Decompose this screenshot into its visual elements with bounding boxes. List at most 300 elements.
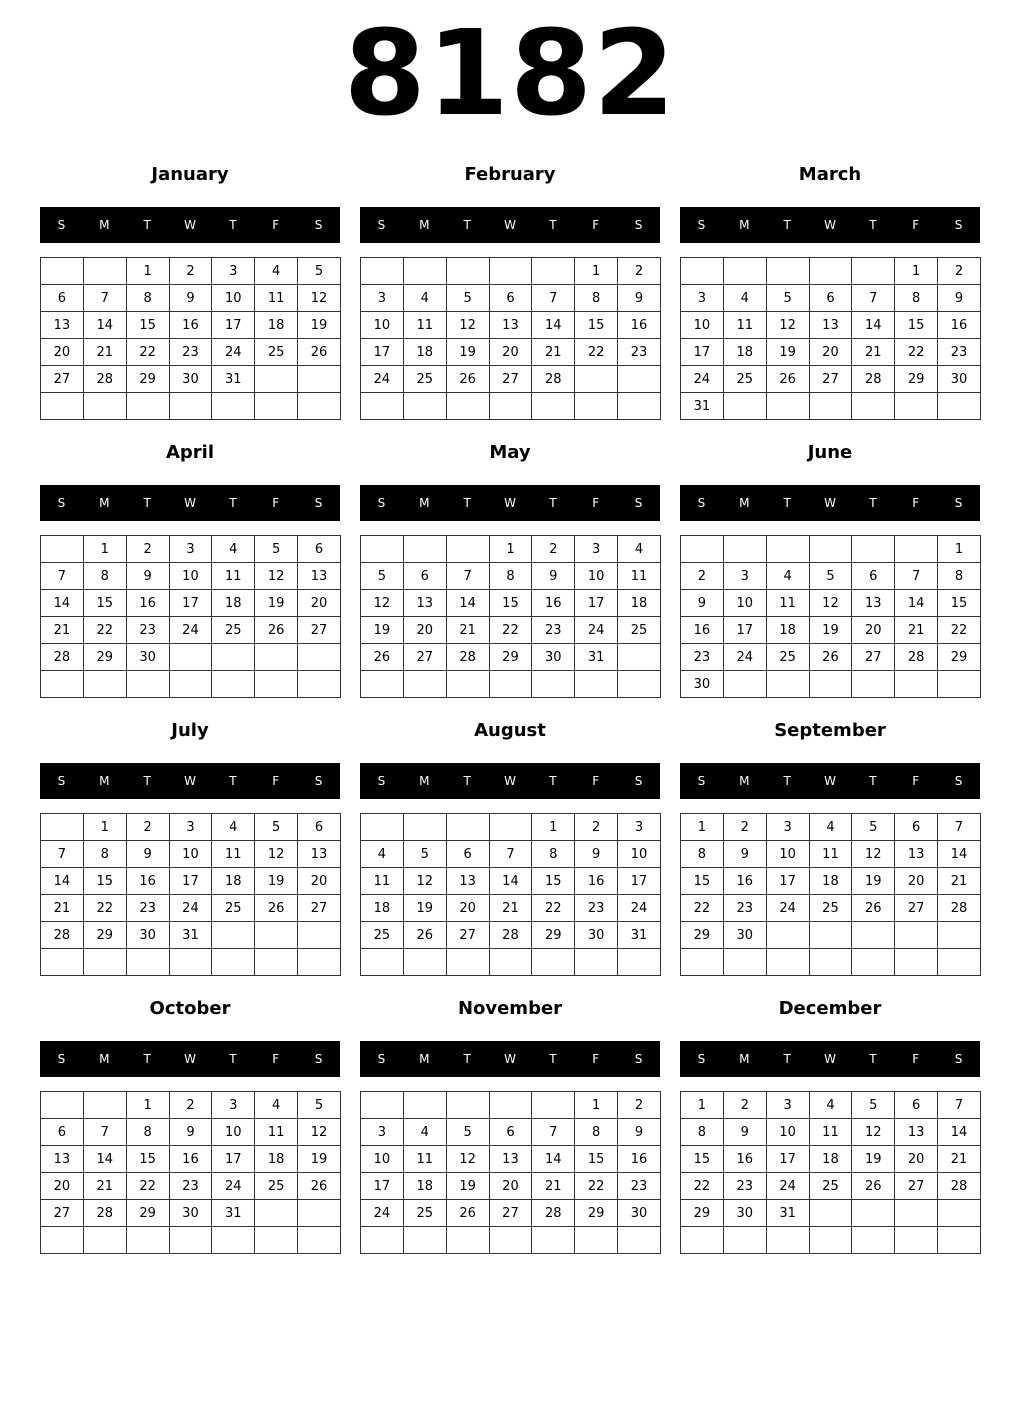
day-cell: 16 — [723, 868, 766, 895]
weekday-label: S — [377, 496, 386, 510]
day-cell: 28 — [938, 1173, 981, 1200]
day-cell: 8 — [83, 563, 126, 590]
day-cell — [489, 1227, 532, 1254]
weekday-label: T — [783, 496, 791, 510]
day-cell: 5 — [852, 1092, 895, 1119]
day-cell: 21 — [532, 1173, 575, 1200]
day-cell: 10 — [766, 841, 809, 868]
day-cell: 27 — [489, 366, 532, 393]
day-cell: 31 — [766, 1200, 809, 1227]
weekday-label: T — [463, 1052, 471, 1066]
day-cell: 5 — [446, 1119, 489, 1146]
day-cell — [618, 366, 661, 393]
day-cell — [361, 1227, 404, 1254]
day-cell — [41, 1092, 84, 1119]
day-cell: 8 — [126, 1119, 169, 1146]
day-cell — [298, 1200, 341, 1227]
day-cell: 8 — [681, 1119, 724, 1146]
day-cell — [681, 536, 724, 563]
weekday-label: T — [143, 774, 151, 788]
day-cell — [809, 393, 852, 420]
day-cell: 22 — [681, 895, 724, 922]
day-cell: 30 — [169, 1200, 212, 1227]
week-row — [361, 814, 661, 841]
day-cell: 7 — [83, 1119, 126, 1146]
day-cell: 18 — [809, 1146, 852, 1173]
day-cell: 19 — [852, 868, 895, 895]
day-cell: 27 — [298, 617, 341, 644]
day-cell: 30 — [169, 366, 212, 393]
day-cell — [41, 258, 84, 285]
day-cell — [41, 814, 84, 841]
day-cell: 15 — [575, 312, 618, 339]
day-cell: 25 — [809, 895, 852, 922]
week-row — [361, 644, 661, 671]
weekday-label: T — [143, 1052, 151, 1066]
weekday-label: M — [419, 1052, 430, 1066]
day-cell: 19 — [766, 339, 809, 366]
day-cell: 6 — [809, 285, 852, 312]
day-cell — [255, 393, 298, 420]
day-cell: 24 — [618, 895, 661, 922]
day-cell: 10 — [361, 312, 404, 339]
day-cell: 13 — [489, 312, 532, 339]
week-row — [361, 1200, 661, 1227]
weekday-label: S — [954, 496, 963, 510]
week-row — [681, 949, 981, 976]
weekday-label: F — [272, 774, 280, 788]
day-cell: 9 — [532, 563, 575, 590]
day-cell: 20 — [446, 895, 489, 922]
day-cell — [41, 671, 84, 698]
day-cell: 3 — [361, 1119, 404, 1146]
weekday-label: W — [824, 1052, 836, 1066]
weekday-label: T — [549, 1052, 557, 1066]
day-cell: 6 — [852, 563, 895, 590]
day-cell — [169, 671, 212, 698]
day-cell: 3 — [169, 814, 212, 841]
day-cell: 18 — [255, 312, 298, 339]
day-cell — [298, 644, 341, 671]
week-row — [681, 1146, 981, 1173]
day-cell: 6 — [489, 1119, 532, 1146]
day-cell: 13 — [809, 312, 852, 339]
day-cell — [723, 949, 766, 976]
week-row — [681, 644, 981, 671]
day-cell: 15 — [489, 590, 532, 617]
day-cell — [895, 922, 938, 949]
day-cell: 1 — [575, 1092, 618, 1119]
day-cell — [298, 922, 341, 949]
day-cell: 29 — [938, 644, 981, 671]
day-cell: 10 — [575, 563, 618, 590]
day-cell: 13 — [852, 590, 895, 617]
weekday-label: S — [634, 496, 643, 510]
weekday-label: T — [783, 774, 791, 788]
day-cell: 27 — [403, 644, 446, 671]
day-cell: 1 — [575, 258, 618, 285]
day-cell: 9 — [169, 1119, 212, 1146]
week-row — [681, 617, 981, 644]
day-cell: 26 — [255, 895, 298, 922]
day-cell: 11 — [361, 868, 404, 895]
day-cell: 30 — [575, 922, 618, 949]
day-cell — [532, 393, 575, 420]
day-cell: 12 — [446, 312, 489, 339]
day-cell: 30 — [723, 922, 766, 949]
day-cell: 15 — [681, 868, 724, 895]
day-cell: 19 — [403, 895, 446, 922]
day-cell: 4 — [212, 814, 255, 841]
weekday-label: M — [739, 496, 750, 510]
day-cell: 22 — [681, 1173, 724, 1200]
weekday-label: T — [869, 1052, 877, 1066]
day-cell — [446, 949, 489, 976]
weekday-label: T — [869, 774, 877, 788]
day-grid — [40, 257, 341, 420]
day-cell: 17 — [766, 868, 809, 895]
day-cell — [169, 1227, 212, 1254]
week-row — [681, 1092, 981, 1119]
day-cell: 6 — [298, 814, 341, 841]
weekday-label: T — [463, 774, 471, 788]
day-cell: 21 — [852, 339, 895, 366]
day-cell: 14 — [41, 590, 84, 617]
day-cell: 25 — [403, 1200, 446, 1227]
weekday-label: M — [99, 218, 110, 232]
day-cell: 29 — [83, 644, 126, 671]
week-row — [361, 393, 661, 420]
day-cell: 16 — [618, 1146, 661, 1173]
weekday-label: S — [634, 218, 643, 232]
weekday-header — [40, 485, 340, 521]
week-row — [681, 339, 981, 366]
week-row — [361, 841, 661, 868]
day-cell: 5 — [766, 285, 809, 312]
day-cell: 7 — [489, 841, 532, 868]
day-cell: 1 — [532, 814, 575, 841]
day-cell: 13 — [895, 1119, 938, 1146]
day-cell — [361, 393, 404, 420]
day-cell: 3 — [766, 814, 809, 841]
day-cell — [403, 814, 446, 841]
day-cell — [532, 1092, 575, 1119]
weekday-label: S — [697, 1052, 706, 1066]
weekday-label: S — [954, 218, 963, 232]
day-cell: 12 — [766, 312, 809, 339]
day-cell: 11 — [618, 563, 661, 590]
day-cell: 28 — [895, 644, 938, 671]
day-cell: 13 — [41, 312, 84, 339]
weekday-label: M — [99, 496, 110, 510]
day-cell: 11 — [212, 841, 255, 868]
day-cell: 24 — [361, 1200, 404, 1227]
day-cell — [126, 949, 169, 976]
day-cell: 19 — [255, 590, 298, 617]
week-row — [681, 922, 981, 949]
day-cell: 1 — [126, 1092, 169, 1119]
day-cell: 23 — [681, 644, 724, 671]
day-cell: 27 — [298, 895, 341, 922]
day-cell: 12 — [809, 590, 852, 617]
day-cell: 20 — [489, 339, 532, 366]
day-cell — [938, 1200, 981, 1227]
day-cell — [169, 949, 212, 976]
weekday-label: W — [824, 774, 836, 788]
day-cell: 13 — [489, 1146, 532, 1173]
weekday-label: M — [739, 774, 750, 788]
day-cell: 1 — [126, 258, 169, 285]
day-cell: 1 — [938, 536, 981, 563]
day-cell: 10 — [723, 590, 766, 617]
day-cell — [255, 1200, 298, 1227]
day-cell: 24 — [212, 1173, 255, 1200]
day-cell: 25 — [361, 922, 404, 949]
day-cell: 17 — [169, 590, 212, 617]
day-cell: 28 — [852, 366, 895, 393]
day-cell: 22 — [575, 1173, 618, 1200]
weekday-label: S — [377, 1052, 386, 1066]
weekday-label: S — [377, 218, 386, 232]
day-cell — [489, 393, 532, 420]
day-cell: 23 — [723, 1173, 766, 1200]
day-cell: 13 — [446, 868, 489, 895]
weekday-label: T — [463, 496, 471, 510]
week-row — [41, 536, 341, 563]
day-cell: 8 — [489, 563, 532, 590]
day-cell: 5 — [298, 1092, 341, 1119]
weekday-label: T — [463, 218, 471, 232]
day-cell — [41, 536, 84, 563]
day-cell: 18 — [212, 868, 255, 895]
day-cell: 27 — [852, 644, 895, 671]
weekday-label: W — [824, 218, 836, 232]
day-cell — [212, 922, 255, 949]
day-grid — [40, 535, 341, 698]
day-cell — [41, 393, 84, 420]
month-title: November — [457, 998, 563, 1019]
day-cell: 2 — [126, 536, 169, 563]
day-cell: 20 — [895, 1146, 938, 1173]
day-cell: 11 — [212, 563, 255, 590]
weekday-label: T — [549, 774, 557, 788]
week-row — [681, 841, 981, 868]
day-cell: 18 — [255, 1146, 298, 1173]
day-cell — [126, 1227, 169, 1254]
weekday-label: S — [314, 218, 323, 232]
weekday-label: M — [419, 774, 430, 788]
day-cell: 25 — [766, 644, 809, 671]
day-cell: 31 — [618, 922, 661, 949]
day-cell — [895, 536, 938, 563]
day-cell: 26 — [298, 339, 341, 366]
day-cell: 4 — [212, 536, 255, 563]
day-cell — [403, 393, 446, 420]
day-cell: 21 — [83, 339, 126, 366]
day-cell — [938, 1227, 981, 1254]
day-cell — [895, 1200, 938, 1227]
day-cell: 23 — [169, 1173, 212, 1200]
day-cell — [489, 814, 532, 841]
week-row — [41, 1092, 341, 1119]
day-cell: 20 — [895, 868, 938, 895]
weekday-label: W — [504, 496, 516, 510]
day-grid — [360, 535, 661, 698]
day-cell: 10 — [169, 563, 212, 590]
day-cell — [723, 1227, 766, 1254]
day-cell: 19 — [298, 312, 341, 339]
day-cell — [766, 671, 809, 698]
year-title: 8182 — [343, 4, 677, 142]
week-row — [361, 312, 661, 339]
day-cell: 25 — [255, 339, 298, 366]
day-cell: 20 — [298, 590, 341, 617]
day-cell: 27 — [41, 1200, 84, 1227]
weekday-label: W — [184, 218, 196, 232]
day-cell — [403, 536, 446, 563]
day-cell: 22 — [489, 617, 532, 644]
day-cell: 5 — [255, 814, 298, 841]
day-cell: 23 — [532, 617, 575, 644]
week-row — [681, 590, 981, 617]
day-cell: 18 — [809, 868, 852, 895]
day-cell — [255, 1227, 298, 1254]
day-cell: 9 — [723, 1119, 766, 1146]
day-cell: 18 — [403, 339, 446, 366]
day-grid — [680, 535, 981, 698]
day-cell: 14 — [938, 1119, 981, 1146]
day-cell: 24 — [681, 366, 724, 393]
week-row — [41, 644, 341, 671]
day-cell — [809, 536, 852, 563]
day-cell — [532, 1227, 575, 1254]
weekday-label: S — [57, 496, 66, 510]
day-cell: 26 — [852, 1173, 895, 1200]
month-title: August — [474, 720, 546, 741]
day-cell — [809, 258, 852, 285]
day-cell: 3 — [212, 258, 255, 285]
day-cell: 26 — [361, 644, 404, 671]
day-cell — [681, 949, 724, 976]
day-cell: 8 — [83, 841, 126, 868]
day-grid — [360, 813, 661, 976]
day-cell: 24 — [212, 339, 255, 366]
weekday-label: T — [143, 496, 151, 510]
day-cell: 12 — [446, 1146, 489, 1173]
week-row — [361, 1173, 661, 1200]
day-cell: 16 — [532, 590, 575, 617]
day-cell: 5 — [809, 563, 852, 590]
week-row — [41, 1200, 341, 1227]
day-cell: 8 — [575, 1119, 618, 1146]
month-title: July — [171, 720, 209, 741]
day-cell: 18 — [212, 590, 255, 617]
day-cell: 28 — [41, 644, 84, 671]
month-title: September — [774, 720, 886, 741]
day-cell: 12 — [852, 1119, 895, 1146]
weekday-label: S — [57, 218, 66, 232]
day-cell: 17 — [681, 339, 724, 366]
day-cell: 6 — [298, 536, 341, 563]
day-cell: 2 — [723, 1092, 766, 1119]
week-row — [41, 339, 341, 366]
day-cell: 29 — [83, 922, 126, 949]
day-cell — [938, 949, 981, 976]
day-cell — [403, 1227, 446, 1254]
week-row — [681, 312, 981, 339]
day-cell — [532, 671, 575, 698]
weekday-label: M — [419, 218, 430, 232]
day-cell: 7 — [852, 285, 895, 312]
day-cell: 19 — [255, 868, 298, 895]
day-cell: 20 — [41, 1173, 84, 1200]
day-cell — [938, 671, 981, 698]
weekday-label: W — [184, 496, 196, 510]
day-cell — [895, 949, 938, 976]
week-row — [361, 1227, 661, 1254]
week-row — [681, 563, 981, 590]
day-cell: 2 — [681, 563, 724, 590]
day-cell: 15 — [126, 1146, 169, 1173]
week-row — [681, 671, 981, 698]
day-cell: 20 — [852, 617, 895, 644]
day-cell: 2 — [126, 814, 169, 841]
week-row — [41, 258, 341, 285]
day-cell — [403, 949, 446, 976]
week-row — [361, 922, 661, 949]
day-cell: 27 — [895, 895, 938, 922]
day-cell — [255, 949, 298, 976]
weekday-header — [360, 763, 660, 799]
day-cell: 6 — [895, 1092, 938, 1119]
month-title: December — [778, 998, 882, 1019]
day-cell: 24 — [766, 1173, 809, 1200]
day-cell: 19 — [446, 1173, 489, 1200]
week-row — [41, 617, 341, 644]
day-cell: 28 — [41, 922, 84, 949]
weekday-label: W — [504, 218, 516, 232]
day-cell: 5 — [852, 814, 895, 841]
day-cell — [41, 949, 84, 976]
day-cell: 21 — [895, 617, 938, 644]
day-cell: 16 — [169, 1146, 212, 1173]
weekday-label: W — [184, 1052, 196, 1066]
day-cell — [938, 922, 981, 949]
weekday-label: S — [954, 1052, 963, 1066]
day-cell: 21 — [83, 1173, 126, 1200]
day-cell: 6 — [489, 285, 532, 312]
day-cell: 16 — [723, 1146, 766, 1173]
week-row — [41, 1119, 341, 1146]
day-cell: 16 — [169, 312, 212, 339]
day-cell — [618, 393, 661, 420]
weekday-label: T — [143, 218, 151, 232]
day-cell: 7 — [83, 285, 126, 312]
weekday-header — [360, 485, 660, 521]
month-title: June — [807, 442, 853, 463]
day-cell: 2 — [618, 1092, 661, 1119]
day-cell: 17 — [212, 312, 255, 339]
day-cell — [169, 393, 212, 420]
day-cell: 9 — [618, 1119, 661, 1146]
day-cell — [809, 1200, 852, 1227]
day-cell: 10 — [169, 841, 212, 868]
day-cell — [446, 258, 489, 285]
day-cell: 22 — [575, 339, 618, 366]
day-cell: 31 — [212, 366, 255, 393]
day-cell: 3 — [723, 563, 766, 590]
day-cell: 11 — [255, 285, 298, 312]
